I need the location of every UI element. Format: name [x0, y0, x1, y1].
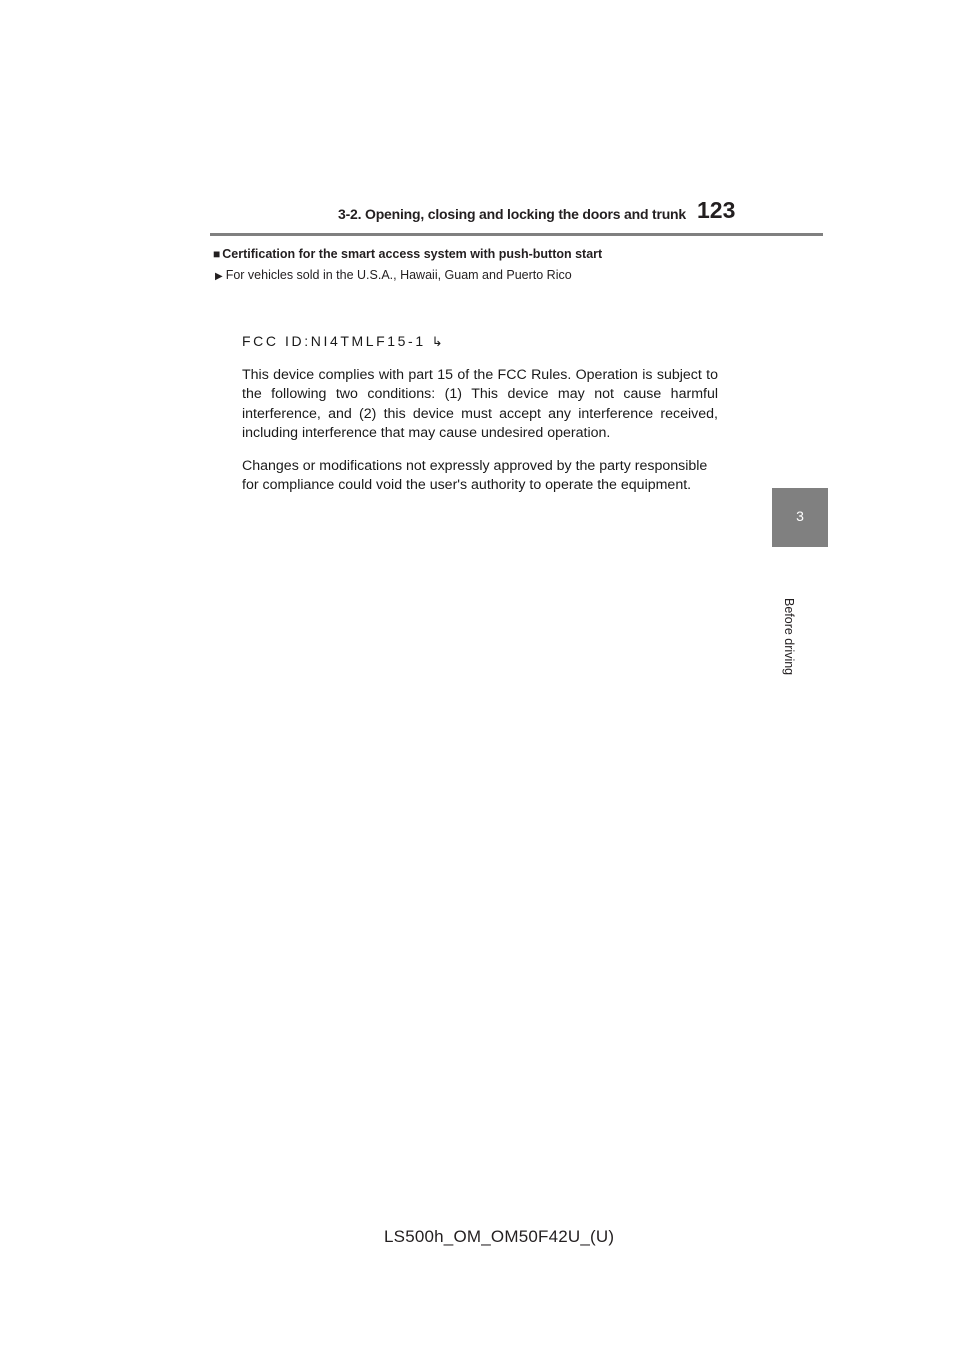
page-number: 123 — [697, 197, 736, 223]
footer-doc-code: LS500h_OM_OM50F42U_(U) — [384, 1227, 615, 1246]
header-title: 3-2. Opening, closing and locking the doors and trunk — [338, 206, 686, 222]
square-bullet-icon: ■ — [213, 247, 221, 261]
chapter-tab — [772, 488, 828, 547]
sub-bullet-text: For vehicles sold in the U.S.A., Hawaii, Guam and Puerto Rico — [225, 268, 572, 282]
fcc-id-text: FCC ID:NI4TMLF15-1 — [242, 333, 426, 349]
section-title-text: Certification for the smart access system with push-button start — [222, 247, 603, 261]
section-title — [213, 247, 602, 261]
header-rule — [210, 233, 823, 236]
sub-bullet — [215, 268, 572, 282]
fcc-paragraph-conditions: This device complies with part 15 of the FCC Rules. Operation is subject to the following two conditions: (1) This device may not cause harmful interference, and (2) this device must accept any interference received, including interference that may cause undesired operation. — [242, 367, 718, 441]
chapter-number: 3 — [796, 508, 804, 524]
check-mark-icon: ↳ — [431, 334, 443, 349]
fcc-paragraph-modifications: Changes or modifications not expressly approved by the party responsible for compliance could void the user's authority to operate the equipment. — [242, 458, 708, 494]
chapter-label: Before driving — [782, 598, 796, 676]
triangle-bullet-icon: ▶ — [215, 271, 223, 282]
fcc-id-line — [242, 333, 443, 350]
